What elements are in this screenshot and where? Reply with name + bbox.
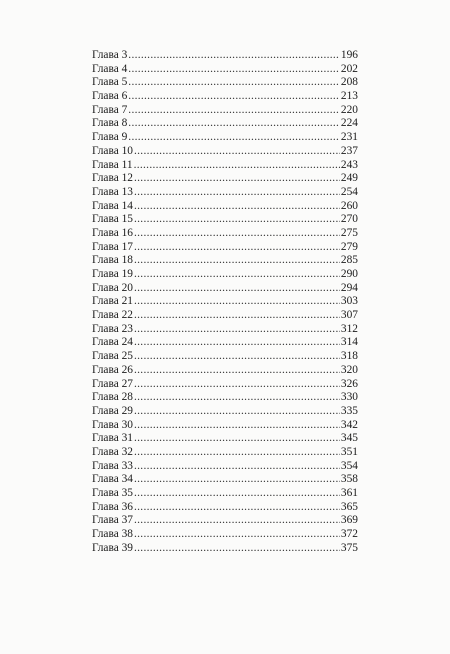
toc-entry-title: Глава 20 <box>92 281 133 294</box>
toc-entry-page-number: 220 <box>340 103 358 116</box>
toc-entry <box>92 323 358 337</box>
toc-dot-leader <box>134 241 340 255</box>
toc-entry-title: Глава 25 <box>92 350 133 363</box>
toc-entry-page-number: 196 <box>340 49 358 61</box>
toc-entry-title: Глава 13 <box>92 185 133 198</box>
toc-entry <box>92 501 358 515</box>
toc-entry <box>92 419 358 433</box>
toc-dot-leader <box>134 405 340 419</box>
toc-entry <box>92 309 358 323</box>
toc-entry <box>92 227 358 241</box>
toc-entry-page-number: 320 <box>340 363 358 376</box>
toc-dot-leader <box>134 391 340 405</box>
toc-entry <box>92 117 358 131</box>
toc-dot-leader <box>128 63 340 77</box>
toc-entry-title: Глава 23 <box>92 322 133 335</box>
toc-dot-leader <box>134 501 340 515</box>
toc-entry-page-number: 369 <box>340 514 358 527</box>
toc-dot-leader <box>134 487 340 501</box>
toc-entry-title: Глава 24 <box>92 336 133 349</box>
toc-entry-title: Глава 18 <box>92 254 133 267</box>
toc-dot-leader <box>128 49 340 63</box>
toc-entry-page-number: 351 <box>340 445 358 458</box>
toc-entry-title: Глава 35 <box>92 487 133 499</box>
toc-entry-page-number: 243 <box>340 158 358 171</box>
toc-entry <box>92 460 358 474</box>
toc-entry <box>92 49 358 63</box>
toc-entry <box>92 432 358 446</box>
toc-entry-title: Глава 30 <box>92 418 133 431</box>
toc-entry <box>92 131 358 145</box>
toc-dot-leader <box>134 254 340 268</box>
toc-entry <box>92 172 358 186</box>
toc-entry-page-number: 249 <box>340 172 358 185</box>
toc-entry-page-number: 354 <box>340 459 358 472</box>
toc-entry-page-number: 294 <box>340 281 358 294</box>
toc-entry <box>92 254 358 268</box>
toc-entry-page-number: 270 <box>340 213 358 226</box>
toc-dot-leader <box>134 473 340 487</box>
toc-dot-leader <box>134 446 340 460</box>
toc-dot-leader <box>134 542 340 556</box>
toc-entry-page-number: 342 <box>340 418 358 431</box>
toc-entry <box>92 295 358 309</box>
toc-entry-title: Глава 29 <box>92 404 133 417</box>
toc-entry-title: Глава 36 <box>92 500 133 513</box>
toc-entry-title: Глава 12 <box>92 172 133 185</box>
toc-entry-page-number: 231 <box>340 131 358 144</box>
toc-entry <box>92 282 358 296</box>
toc-entry <box>92 336 358 350</box>
toc-entry-page-number: 213 <box>340 90 358 103</box>
toc-entry-page-number: 314 <box>340 336 358 349</box>
toc-dot-leader <box>134 528 340 542</box>
toc-entry-page-number: 318 <box>340 350 358 363</box>
toc-entry-title: Глава 34 <box>92 473 133 486</box>
toc-entry <box>92 90 358 104</box>
toc-entry-title: Глава 27 <box>92 377 133 390</box>
toc-entry <box>92 378 358 392</box>
toc-entry-page-number: 290 <box>340 268 358 280</box>
toc-entry-title: Глава 28 <box>92 391 133 404</box>
toc-dot-leader <box>134 268 340 282</box>
toc-entry-page-number: 202 <box>340 62 358 75</box>
toc-dot-leader <box>134 514 340 528</box>
toc-entry-title: Глава 26 <box>92 363 133 376</box>
toc-entry-page-number: 335 <box>340 404 358 417</box>
toc-entry <box>92 268 358 282</box>
toc-entry <box>92 159 358 173</box>
toc-entry-title: Глава 16 <box>92 226 133 239</box>
toc-entry-page-number: 361 <box>340 487 358 499</box>
toc-dot-leader <box>134 200 340 214</box>
toc-dot-leader <box>134 172 340 186</box>
toc-entry-title: Глава 19 <box>92 268 133 280</box>
toc-entry-title: Глава 21 <box>92 295 133 308</box>
toc-dot-leader <box>134 145 340 159</box>
toc-entry-page-number: 254 <box>340 185 358 198</box>
toc-dot-leader <box>134 378 340 392</box>
toc-entry <box>92 446 358 460</box>
toc-dot-leader <box>128 104 340 118</box>
toc-entry-page-number: 303 <box>340 295 358 308</box>
toc-entry-page-number: 260 <box>340 199 358 212</box>
toc-entry-page-number: 237 <box>340 144 358 157</box>
toc-entry-title: Глава 33 <box>92 459 133 472</box>
toc-entry <box>92 405 358 419</box>
toc-entry-page-number: 375 <box>340 541 358 554</box>
toc-entry <box>92 391 358 405</box>
toc-entry-title: Глава 3 <box>92 49 128 61</box>
toc-entry <box>92 200 358 214</box>
toc-dot-leader <box>134 323 340 337</box>
toc-dot-leader <box>128 90 340 104</box>
toc-entry-page-number: 307 <box>340 309 358 322</box>
toc-dot-leader <box>134 282 340 296</box>
toc-dot-leader <box>134 350 340 364</box>
toc-entry <box>92 364 358 378</box>
toc-entry-title: Глава 6 <box>92 90 128 103</box>
toc-entry-page-number: 312 <box>340 322 358 335</box>
toc-entry-title: Глава 8 <box>92 117 128 130</box>
toc-dot-leader <box>134 432 340 446</box>
toc-entry <box>92 542 358 556</box>
toc-entry <box>92 514 358 528</box>
toc-entry-title: Глава 31 <box>92 432 133 445</box>
toc-entry <box>92 487 358 501</box>
toc-entry-title: Глава 38 <box>92 528 133 541</box>
table-of-contents <box>92 49 358 555</box>
toc-entry-page-number: 285 <box>340 254 358 267</box>
toc-entry-page-number: 208 <box>340 76 358 89</box>
toc-dot-leader <box>134 309 340 323</box>
toc-dot-leader <box>134 460 340 474</box>
toc-entry-page-number: 326 <box>340 377 358 390</box>
toc-entry-page-number: 330 <box>340 391 358 404</box>
toc-entry-title: Глава 15 <box>92 213 133 226</box>
toc-entry <box>92 186 358 200</box>
toc-entry-page-number: 345 <box>340 432 358 445</box>
toc-dot-leader <box>134 295 340 309</box>
toc-entry-title: Глава 10 <box>92 144 133 157</box>
toc-entry-title: Глава 9 <box>92 131 128 144</box>
toc-entry <box>92 213 358 227</box>
toc-dot-leader <box>134 364 340 378</box>
toc-entry-title: Глава 11 <box>92 158 133 171</box>
toc-entry-title: Глава 7 <box>92 103 128 116</box>
toc-dot-leader <box>134 159 340 173</box>
toc-entry <box>92 528 358 542</box>
toc-entry <box>92 473 358 487</box>
toc-dot-leader <box>134 336 340 350</box>
toc-entry-page-number: 224 <box>340 117 358 130</box>
toc-entry-title: Глава 32 <box>92 445 133 458</box>
toc-entry-page-number: 275 <box>340 226 358 239</box>
toc-dot-leader <box>134 419 340 433</box>
toc-entry-page-number: 358 <box>340 473 358 486</box>
toc-entry-title: Глава 22 <box>92 309 133 322</box>
toc-entry <box>92 350 358 364</box>
toc-dot-leader <box>134 227 340 241</box>
toc-dot-leader <box>128 117 340 131</box>
toc-entry <box>92 145 358 159</box>
toc-entry-title: Глава 17 <box>92 240 133 253</box>
toc-entry <box>92 76 358 90</box>
toc-dot-leader <box>128 76 340 90</box>
toc-dot-leader <box>134 213 340 227</box>
toc-entry <box>92 63 358 77</box>
toc-dot-leader <box>134 186 340 200</box>
toc-entry-page-number: 372 <box>340 528 358 541</box>
toc-entry-title: Глава 5 <box>92 76 128 89</box>
toc-entry <box>92 104 358 118</box>
toc-entry-title: Глава 4 <box>92 62 128 75</box>
toc-entry-page-number: 365 <box>340 500 358 513</box>
toc-entry-title: Глава 14 <box>92 199 133 212</box>
toc-dot-leader <box>128 131 340 145</box>
toc-entry-page-number: 279 <box>340 240 358 253</box>
toc-entry-title: Глава 37 <box>92 514 133 527</box>
toc-entry-title: Глава 39 <box>92 541 133 554</box>
toc-entry <box>92 241 358 255</box>
